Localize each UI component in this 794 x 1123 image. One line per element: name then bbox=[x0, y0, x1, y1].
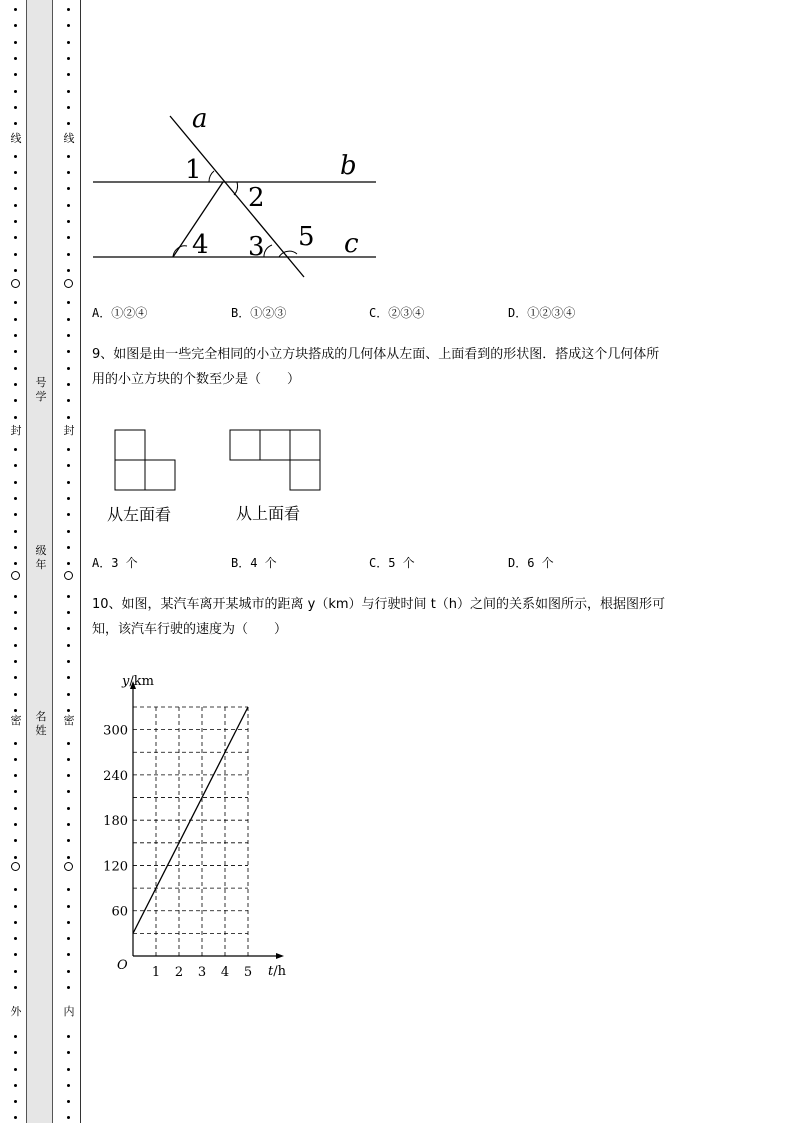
margin-dot bbox=[14, 399, 17, 402]
margin-dot bbox=[14, 122, 17, 125]
margin-dot bbox=[14, 660, 17, 663]
margin-dot bbox=[14, 383, 17, 386]
q9-option-a: A．3 个 bbox=[92, 556, 138, 570]
margin-dot bbox=[14, 253, 17, 256]
margin-circle bbox=[64, 279, 73, 288]
margin-dot bbox=[14, 774, 17, 777]
label-5: 5 bbox=[298, 222, 315, 252]
margin-dot bbox=[67, 790, 70, 793]
left-view bbox=[115, 430, 175, 490]
margin-dot bbox=[67, 8, 70, 11]
q9-option-d: D．6 个 bbox=[508, 556, 554, 570]
margin-dot bbox=[14, 790, 17, 793]
margin-dot bbox=[14, 106, 17, 109]
margin-dot bbox=[14, 236, 17, 239]
margin-dot bbox=[14, 595, 17, 598]
margin-dot bbox=[67, 122, 70, 125]
margin-dot bbox=[67, 1100, 70, 1103]
margin-dot bbox=[67, 530, 70, 533]
angle-1-arc bbox=[209, 171, 214, 182]
margin-dot bbox=[67, 823, 70, 826]
margin-dot bbox=[14, 187, 17, 190]
margin-dot bbox=[67, 758, 70, 761]
margin-dot bbox=[67, 204, 70, 207]
margin-dot bbox=[67, 627, 70, 630]
outer-dotted-line bbox=[10, 0, 22, 1123]
margin-dot bbox=[67, 921, 70, 924]
margin-dot bbox=[67, 253, 70, 256]
margin-dot bbox=[67, 106, 70, 109]
margin-dot bbox=[67, 171, 70, 174]
margin-dot bbox=[67, 1116, 70, 1119]
margin-dot bbox=[14, 839, 17, 842]
q8-option-a: A．①②④ bbox=[92, 306, 148, 320]
q9-text-line1: 9、如图是由一些完全相同的小立方块搭成的几何体从左面、上面看到的形状图．搭成这个几何体所 bbox=[92, 347, 660, 362]
q9-views-figure bbox=[110, 425, 330, 495]
y-tick-label: 300 bbox=[103, 723, 128, 739]
margin-dot bbox=[14, 709, 17, 712]
margin-dot bbox=[67, 187, 70, 190]
margin-circle bbox=[11, 571, 20, 580]
margin-dot bbox=[67, 416, 70, 419]
caption-left-view: 从左面看 bbox=[107, 505, 172, 524]
margin-dot bbox=[14, 1100, 17, 1103]
label-2: 2 bbox=[248, 183, 265, 213]
margin-dot bbox=[14, 856, 17, 859]
margin-dot bbox=[14, 953, 17, 956]
margin-dot bbox=[67, 90, 70, 93]
margin-dot bbox=[14, 676, 17, 679]
margin-dot bbox=[14, 546, 17, 549]
margin-dot bbox=[67, 464, 70, 467]
margin-rule bbox=[80, 0, 81, 1123]
margin-dot bbox=[14, 1084, 17, 1087]
top-view bbox=[230, 430, 320, 490]
label-name: 名姓 bbox=[35, 710, 47, 737]
label-student-number: 号学 bbox=[35, 376, 47, 403]
margin-dot bbox=[14, 481, 17, 484]
margin-dot bbox=[67, 24, 70, 27]
margin-dot bbox=[14, 693, 17, 696]
margin-char-wai-outer: 外 bbox=[10, 1005, 22, 1018]
margin-dot bbox=[14, 24, 17, 27]
q9-text-line2: 用的小立方块的个数至少是（ ） bbox=[92, 372, 301, 387]
margin-circle bbox=[11, 279, 20, 288]
margin-dot bbox=[67, 57, 70, 60]
margin-char-xian-inner: 线 bbox=[63, 132, 75, 145]
margin-dot bbox=[67, 513, 70, 516]
margin-char-feng-outer: 封 bbox=[10, 424, 22, 437]
margin-dot bbox=[67, 1084, 70, 1087]
q10-text-line2: 知，该汽车行驶的速度为（ ） bbox=[92, 622, 288, 637]
margin-dot bbox=[14, 823, 17, 826]
margin-dot bbox=[67, 693, 70, 696]
margin-circle bbox=[64, 862, 73, 871]
margin-dot bbox=[67, 937, 70, 940]
label-b: b bbox=[340, 151, 357, 181]
margin-dot bbox=[14, 970, 17, 973]
margin-dot bbox=[67, 807, 70, 810]
y-tick-label: 120 bbox=[103, 859, 128, 875]
margin-dot bbox=[67, 269, 70, 272]
margin-dot bbox=[67, 611, 70, 614]
x-tick-label: 1 bbox=[151, 965, 161, 980]
margin-dot bbox=[14, 171, 17, 174]
margin-dot bbox=[14, 888, 17, 891]
margin-dot bbox=[67, 953, 70, 956]
margin-dot bbox=[67, 318, 70, 321]
margin-dot bbox=[14, 742, 17, 745]
margin-dot bbox=[14, 1035, 17, 1038]
margin-char-feng-inner: 封 bbox=[63, 424, 75, 437]
margin-dot bbox=[67, 986, 70, 989]
margin-dot bbox=[67, 236, 70, 239]
y-tick-label: 240 bbox=[103, 768, 128, 784]
margin-circle bbox=[64, 571, 73, 580]
q10-text-line1: 10、如图，某汽车离开某城市的距离 y（km）与行驶时间 t（h）之间的关系如图所示，根据图形可 bbox=[92, 597, 666, 612]
margin-dot bbox=[67, 301, 70, 304]
chart-axes bbox=[130, 681, 284, 959]
margin-dot bbox=[67, 970, 70, 973]
margin-dot bbox=[14, 497, 17, 500]
margin-dot bbox=[14, 513, 17, 516]
label-3: 3 bbox=[248, 232, 265, 262]
margin-dot bbox=[67, 497, 70, 500]
y-tick-label: 60 bbox=[111, 904, 128, 920]
margin-dot bbox=[14, 318, 17, 321]
margin-dot bbox=[67, 73, 70, 76]
x-tick-label: 5 bbox=[243, 965, 253, 980]
margin-dot bbox=[67, 448, 70, 451]
margin-dot bbox=[14, 416, 17, 419]
angle-5-arc bbox=[279, 251, 297, 257]
distance-time-chart bbox=[95, 665, 305, 985]
margin-dot bbox=[67, 41, 70, 44]
margin-dot bbox=[67, 742, 70, 745]
angle-3-arc bbox=[264, 245, 272, 257]
margin-dot bbox=[67, 367, 70, 370]
margin-dot bbox=[14, 90, 17, 93]
margin-dot bbox=[67, 334, 70, 337]
parallel-lines-figure bbox=[88, 100, 388, 290]
margin-dot bbox=[14, 448, 17, 451]
margin-dot bbox=[14, 155, 17, 158]
margin-dot bbox=[67, 220, 70, 223]
margin-dot bbox=[14, 758, 17, 761]
margin-dot bbox=[14, 562, 17, 565]
margin-circle bbox=[11, 862, 20, 871]
margin-dot bbox=[67, 399, 70, 402]
margin-dot bbox=[67, 1035, 70, 1038]
x-axis-label: t/h bbox=[268, 964, 286, 979]
margin-dot bbox=[67, 676, 70, 679]
margin-dot bbox=[67, 856, 70, 859]
margin-dot bbox=[67, 350, 70, 353]
margin-dot bbox=[67, 383, 70, 386]
margin-dot bbox=[67, 905, 70, 908]
margin-dot bbox=[67, 774, 70, 777]
margin-dot bbox=[14, 57, 17, 60]
margin-dot bbox=[67, 660, 70, 663]
margin-dot bbox=[14, 627, 17, 630]
q8-option-d: D．①②③④ bbox=[508, 306, 576, 320]
margin-dot bbox=[14, 611, 17, 614]
inner-dotted-line bbox=[63, 0, 75, 1123]
margin-dot bbox=[14, 905, 17, 908]
margin-dot bbox=[67, 481, 70, 484]
margin-dot bbox=[67, 562, 70, 565]
margin-dot bbox=[14, 301, 17, 304]
margin-dot bbox=[14, 350, 17, 353]
y-axis-label: y/km bbox=[122, 674, 154, 689]
caption-top-view: 从上面看 bbox=[236, 504, 301, 523]
x-tick-label: 3 bbox=[197, 965, 207, 980]
x-tick-label: 2 bbox=[174, 965, 184, 980]
origin-label: O bbox=[117, 958, 128, 973]
label-grade: 级年 bbox=[35, 544, 47, 571]
margin-dot bbox=[14, 204, 17, 207]
chart-ticks bbox=[103, 724, 252, 980]
margin-dot bbox=[14, 269, 17, 272]
q8-option-b: B．①②③ bbox=[231, 306, 287, 320]
margin-dot bbox=[14, 1051, 17, 1054]
y-tick-label: 180 bbox=[103, 814, 128, 830]
margin-dot bbox=[14, 1068, 17, 1071]
margin-char-mi-inner: 密 bbox=[63, 714, 75, 727]
margin-dot bbox=[67, 1051, 70, 1054]
q8-option-c: C．②③④ bbox=[369, 306, 425, 320]
q9-option-c: C．5 个 bbox=[369, 556, 415, 570]
margin-dot bbox=[14, 367, 17, 370]
label-c: c bbox=[344, 229, 359, 259]
label-4: 4 bbox=[192, 230, 209, 260]
label-1: 1 bbox=[185, 155, 202, 185]
margin-dot bbox=[67, 709, 70, 712]
margin-dot bbox=[67, 839, 70, 842]
margin-dot bbox=[14, 464, 17, 467]
x-tick-label: 4 bbox=[220, 965, 230, 980]
margin-dot bbox=[67, 1068, 70, 1071]
margin-dot bbox=[14, 41, 17, 44]
margin-char-nei-inner: 内 bbox=[63, 1005, 75, 1018]
margin-dot bbox=[14, 644, 17, 647]
binding-margin bbox=[0, 0, 86, 1123]
margin-char-mi-outer: 密 bbox=[10, 714, 22, 727]
chart-grid bbox=[133, 707, 248, 956]
margin-char-xian-outer: 线 bbox=[10, 132, 22, 145]
margin-dot bbox=[14, 8, 17, 11]
margin-dot bbox=[14, 986, 17, 989]
margin-dot bbox=[14, 937, 17, 940]
margin-dot bbox=[14, 1116, 17, 1119]
margin-dot bbox=[67, 546, 70, 549]
margin-dot bbox=[14, 73, 17, 76]
margin-dot bbox=[67, 155, 70, 158]
margin-dot bbox=[14, 530, 17, 533]
margin-dot bbox=[67, 595, 70, 598]
x-axis-arrow bbox=[276, 953, 284, 959]
margin-dot bbox=[14, 334, 17, 337]
margin-dot bbox=[67, 888, 70, 891]
margin-dot bbox=[14, 921, 17, 924]
label-a: a bbox=[192, 104, 208, 134]
margin-dot bbox=[14, 807, 17, 810]
q9-option-b: B．4 个 bbox=[231, 556, 277, 570]
margin-dot bbox=[67, 644, 70, 647]
margin-dot bbox=[14, 220, 17, 223]
